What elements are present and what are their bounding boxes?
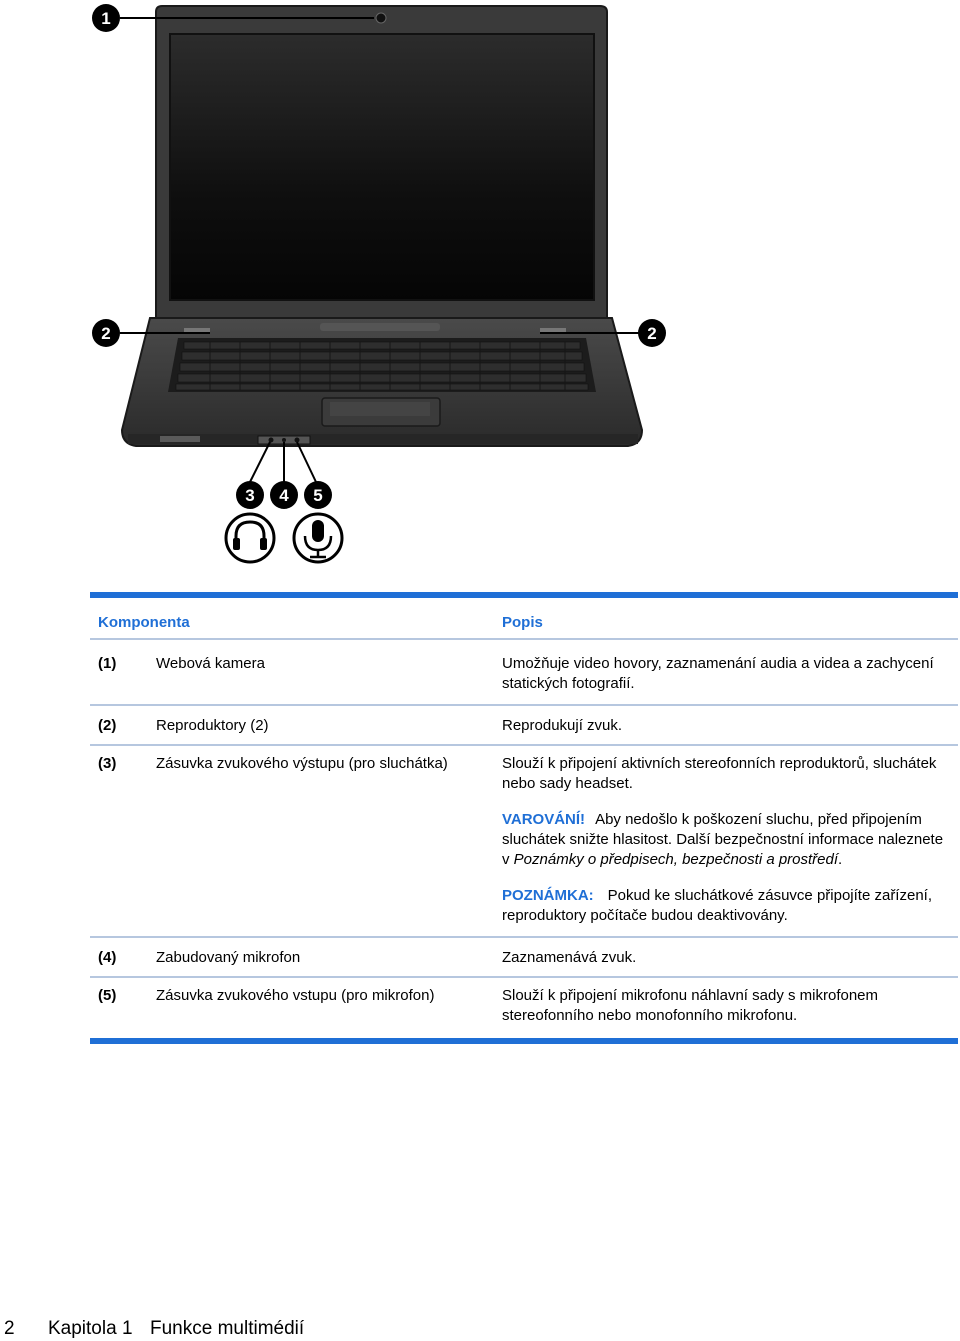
- callout-4: [270, 481, 298, 509]
- laptop-lid: [156, 6, 607, 318]
- warning-label: VAROVÁNÍ!: [502, 811, 586, 828]
- headphones-icon: [226, 514, 274, 562]
- row-number: (4): [98, 949, 117, 966]
- svg-text:5: 5: [313, 486, 323, 505]
- table-row: [90, 706, 958, 744]
- row-component: Zásuvka zvukového výstupu (pro sluchátka): [156, 755, 448, 772]
- row-description: Zaznamenává zvuk.: [502, 949, 637, 966]
- keyboard: [168, 338, 596, 392]
- row-component: Zabudovaný mikrofon: [156, 949, 301, 966]
- chapter-title: Funkce multimédií: [150, 1318, 305, 1339]
- laptop-base: [122, 318, 642, 446]
- webcam-lens: [376, 13, 386, 23]
- table-row: [90, 746, 958, 936]
- warning-end: .: [838, 851, 843, 868]
- microphone-icon: [294, 514, 342, 562]
- row-component: Webová kamera: [156, 655, 265, 672]
- table-header: [90, 598, 958, 636]
- row-description: Slouží k připojení mikrofonu náhlavní sady s mikrofonem stereofonního nebo monofonního mikrofonu.: [502, 987, 879, 1024]
- header-description: Popis: [502, 614, 543, 631]
- svg-text:3: 3: [245, 486, 255, 505]
- row-number: (2): [98, 717, 117, 734]
- row-description: Reprodukují zvuk.: [502, 717, 623, 734]
- callout-3: [236, 481, 264, 509]
- row-number: (1): [98, 655, 117, 672]
- callout-2-right: [638, 319, 666, 347]
- chapter-label: Kapitola 1: [48, 1318, 133, 1339]
- table-row: [90, 978, 958, 1038]
- callout-2-left: [92, 319, 120, 347]
- page-number: 2: [4, 1318, 15, 1339]
- table-row: [90, 640, 958, 704]
- callout-1: [92, 4, 120, 32]
- note-block: [502, 886, 952, 926]
- warning-text: Aby nedošlo k poškození sluchu, před připojením sluchátek snižte hlasitost. Další bezpečnostní informace naleznete v: [502, 811, 944, 868]
- svg-text:2: 2: [647, 324, 657, 343]
- component-table: [90, 592, 958, 1044]
- svg-text:1: 1: [101, 9, 111, 28]
- table-bottom-bar: [90, 1038, 958, 1044]
- row-component: Reproduktory (2): [156, 717, 269, 734]
- row-description: Slouží k připojení aktivních stereofonních reproduktorů, sluchátek nebo sady headset.: [502, 755, 937, 792]
- note-text: Pokud ke sluchátkové zásuvce připojíte zařízení, reproduktory počítače budou deaktivovány.: [502, 887, 932, 924]
- callout-5: [304, 481, 332, 509]
- laptop-figure: [0, 0, 960, 580]
- svg-text:4: 4: [279, 486, 289, 505]
- row-number: (3): [98, 755, 117, 772]
- row-component: Zásuvka zvukového vstupu (pro mikrofon): [156, 987, 435, 1004]
- note-label: POZNÁMKA:: [502, 887, 594, 904]
- header-component: Komponenta: [98, 614, 190, 631]
- table-row: [90, 938, 958, 976]
- row-number: (5): [98, 987, 117, 1004]
- row-description: Umožňuje video hovory, zaznamenání audia a videa a zachycení statických fotografií.: [502, 655, 934, 692]
- warning-block: [502, 810, 952, 870]
- svg-text:2: 2: [101, 324, 111, 343]
- warning-reference: Poznámky o předpisech, bezpečnosti a prostředí: [513, 851, 839, 868]
